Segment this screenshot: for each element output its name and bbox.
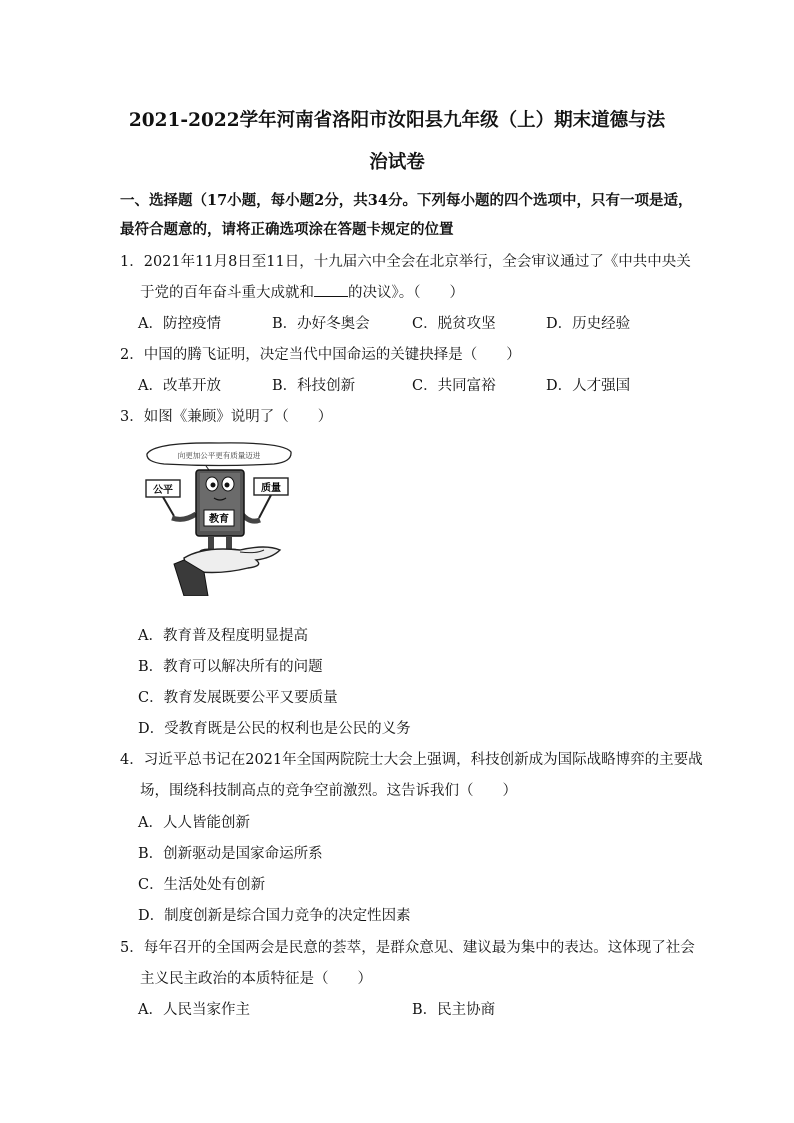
- section1-instruction-line2: 最符合题意的，请将正确选项涂在答题卡规定的位置: [120, 221, 454, 238]
- q2-option-d[interactable]: D．人才强国: [546, 378, 631, 394]
- q3-option-d[interactable]: D．受教育既是公民的权利也是公民的义务: [138, 721, 411, 737]
- section1-instruction-line1: 一、选择题（17小题，每小题2分，共34分。下列每小题的四个选项中，只有一项是适，: [120, 192, 693, 209]
- q5-option-b[interactable]: B．民主协商: [412, 1002, 496, 1018]
- q1-option-b[interactable]: B．办好冬奥会: [272, 316, 370, 332]
- q1-option-c[interactable]: C．脱贫攻坚: [412, 316, 496, 332]
- q5-stem-line1: 5．每年召开的全国两会是民意的荟萃，是群众意见、建议最为集中的表达。这体现了社会: [120, 940, 695, 956]
- q4-option-c[interactable]: C．生活处处有创新: [138, 877, 266, 893]
- q2-option-c[interactable]: C．共同富裕: [412, 378, 496, 394]
- q1-option-d[interactable]: D．历史经验: [546, 316, 631, 332]
- q5-option-a[interactable]: A．人民当家作主: [138, 1002, 250, 1018]
- q3-stem: 3．如图《兼顾》说明了（ ）: [120, 409, 333, 425]
- q1-option-a[interactable]: A．防控疫情: [138, 316, 221, 332]
- q2-stem: 2．中国的腾飞证明，决定当代中国命运的关键抉择是（ ）: [120, 347, 521, 363]
- q2-option-b[interactable]: B．科技创新: [272, 378, 356, 394]
- q1-stem-line1: 1．2021年11月8日至11日，十九届六中全会在北京举行，全会审议通过了《中共中央关: [120, 254, 691, 270]
- exam-title-line1: 2021-2022学年河南省洛阳市汝阳县九年级（上）期末道德与法: [128, 110, 666, 131]
- figure-left-sign: 公平: [153, 485, 173, 496]
- q4-option-d[interactable]: D．制度创新是综合国力竞争的决定性因素: [138, 908, 411, 924]
- q3-option-b[interactable]: B．教育可以解决所有的问题: [138, 659, 323, 675]
- q4-option-b[interactable]: B．创新驱动是国家命运所系: [138, 846, 323, 862]
- figure-banner-text: 向更加公平更有质量迈进: [177, 451, 261, 460]
- figure-right-sign: 质量: [261, 483, 281, 494]
- q3-option-a[interactable]: A．教育普及程度明显提高: [138, 628, 308, 644]
- q4-option-a[interactable]: A．人人皆能创新: [138, 815, 250, 831]
- q5-stem-line2: 主义民主政治的本质特征是（ ）: [140, 971, 372, 987]
- q2-option-a[interactable]: A．改革开放: [138, 378, 221, 394]
- q1-stem-text: 于党的百年奋斗重大成就和: [140, 285, 314, 301]
- exam-title-line2: 治试卷: [369, 152, 425, 173]
- q4-stem-line1: 4．习近平总书记在2021年全国两院院士大会上强调，科技创新成为国际战略博弈的主要战: [120, 752, 703, 768]
- cartoon-figure: [144, 440, 294, 596]
- q4-stem-line2: 场，围绕科技制高点的竞争空前激烈。这告诉我们（ ）: [140, 783, 517, 799]
- q1-stem-text-end: 的决议》。（ ）: [348, 285, 464, 301]
- figure-book-label: 教育: [209, 514, 229, 525]
- q3-option-c[interactable]: C．教育发展既要公平又要质量: [138, 690, 338, 706]
- q1-stem-line2: [140, 281, 464, 302]
- q1-blank: [314, 284, 348, 297]
